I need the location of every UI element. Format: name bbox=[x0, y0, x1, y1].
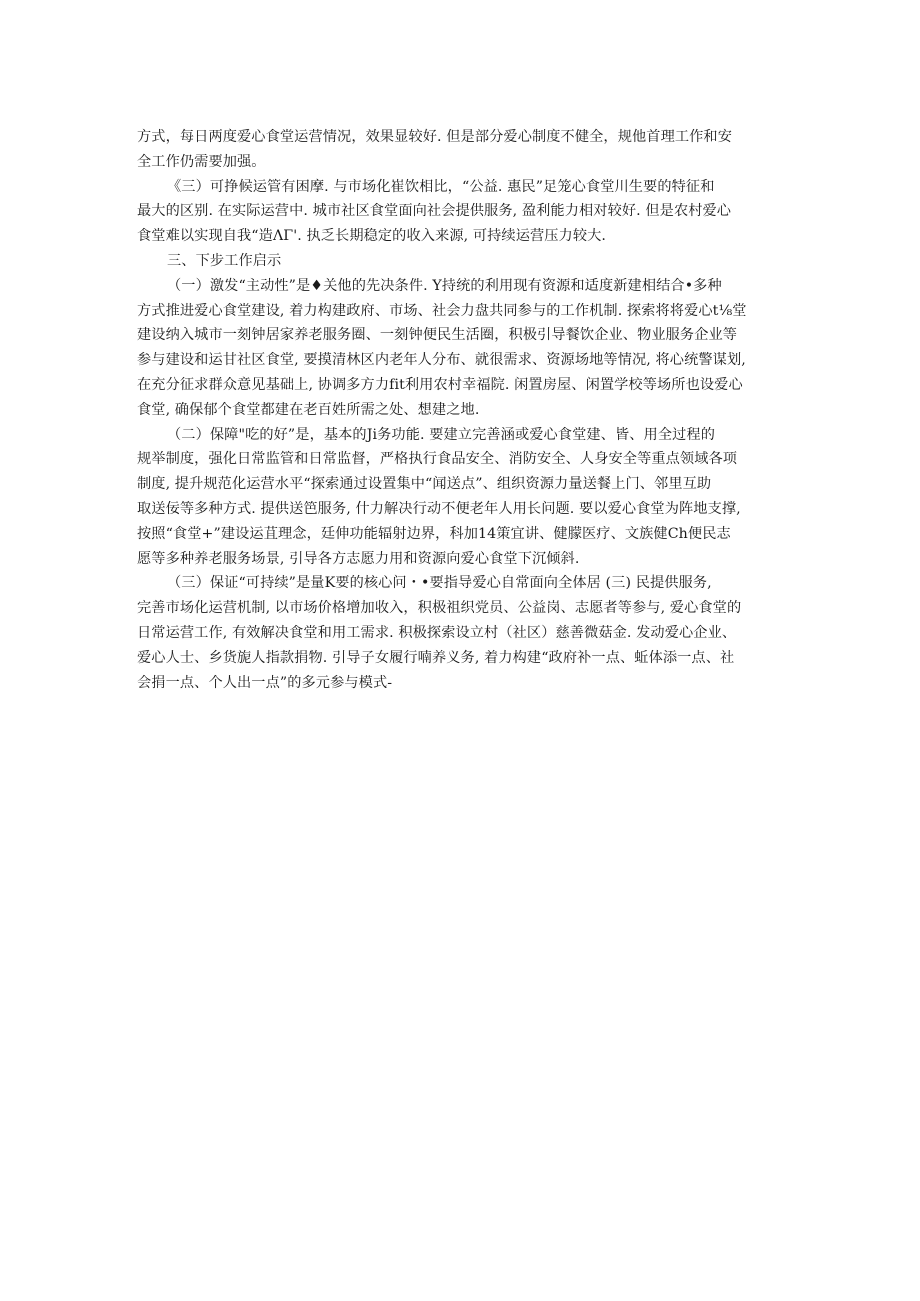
text-line: 最大的区别. 在实际运营中. 城市社区食堂面向社会提供服务, 盈利能力相对较好. 但是农村爱心 bbox=[137, 203, 732, 220]
text-line: 规举制度，强化日常监管和日常监督，严格执行食品安全、消防安全、人身安全等重点领域各项 bbox=[137, 451, 738, 468]
text-line: 参与建设和运甘社区食堂, 要摸清林区内老年人分布、就很需求、资源场地等情况, 将心统警谋划, bbox=[137, 352, 746, 369]
paragraph-operation-status bbox=[137, 125, 787, 175]
text-line: 方式推进爱心食堂建设, 着力构建政府、市场、社会力盘共同参与的工作机制. 探索将将爱心t⅛堂 bbox=[137, 302, 747, 319]
section-heading-text: 三、下步工作启示 bbox=[167, 252, 282, 269]
text-line: 完善市场化运营机制, 以市场价格增加收入，积极祖织党员、公益岗、志愿者等参与, 爱心食堂的 bbox=[137, 600, 742, 617]
text-line: 在充分征求群众意见基础上, 协调多方力fit利用农村幸福院. 闲置房屋、闲置学校等场所也设爱心 bbox=[137, 376, 743, 393]
text-line: 方式，每日两度爱心食堂运营情况，效果显较好. 但是部分爱心制度不健全，规他首理工作和安 bbox=[137, 129, 733, 145]
paragraph-sustainability-difficulty bbox=[137, 175, 787, 249]
text-line: （一）激发“主动性”是♦关他的先决条件. Y持统的利用现有资源和适度新建相结合•多种 bbox=[167, 277, 722, 294]
paragraph-sustainability-guarantee bbox=[137, 571, 787, 695]
text-line: 食堂, 确保郁个食堂都建在老百姓所需之处、想建之地. bbox=[137, 401, 480, 418]
text-line: （二）保障"吃的好”是，基本的Ji务功能. 要建立完善涵或爱心食堂建、皆、用全过程的 bbox=[167, 426, 715, 443]
text-line: 按照“食堂+”建设运苴理念，廷伸功能辐射边界，科加14策宜讲、健朦医疗、文族健Ch便民志 bbox=[137, 525, 731, 542]
text-line: 取送佞等多种方式. 提供送笆服务, 什力解决行动不便老年人用长问题. 要以爱心食堂为阵地支撑, bbox=[137, 500, 741, 517]
paragraph-initiative bbox=[137, 274, 787, 423]
text-line: 《三）可挣候运管有困摩. 与市场化崔饮相比，“公益. 惠民”足笼心食堂川生要的特征和 bbox=[167, 178, 715, 195]
section-heading bbox=[137, 249, 787, 274]
text-line: 建设纳入城市一刻钟居家养老服务圈、一刻钟便民生活圈，积极引导餐饮企业、物业服务企业等 bbox=[137, 327, 738, 344]
document-body bbox=[137, 125, 787, 695]
text-line: 会捐一点、个人出一点”的多元参与模式- bbox=[137, 674, 393, 691]
text-line: 日常运营工作, 有效解决食堂和用工需求. 积极探索设立村（社区）慈善微菇金. 发动爱心企业、 bbox=[137, 624, 737, 641]
text-line: 愿等多种养老服务场景, 引导各方志愿力用和资源向爱心食堂下沉倾斜. bbox=[137, 550, 580, 567]
text-line: 爱心人士、乡货旎人指款捐物. 引导子女履行喃养义务, 着力构建“政府补一点、蚯体添一点、社 bbox=[137, 649, 735, 666]
text-line: （三）保证“可持续”是量K要的核心问・•要指导爱心自常面向全体居 (三) 民提供服务, bbox=[167, 575, 712, 592]
paragraph-quality-assurance bbox=[137, 423, 787, 572]
text-line: 制度, 提升规范化运营水平“探索通过设置集中“闻送点”、组织资源力量送餐上门、邻里互助 bbox=[137, 476, 712, 493]
text-line: 食堂难以实现自我“造ΛΓ'. 执乏长期稳定的收入来源, 可持续运营压力较大. bbox=[137, 228, 607, 245]
text-line: 全工作仍需要加强。 bbox=[137, 153, 266, 170]
